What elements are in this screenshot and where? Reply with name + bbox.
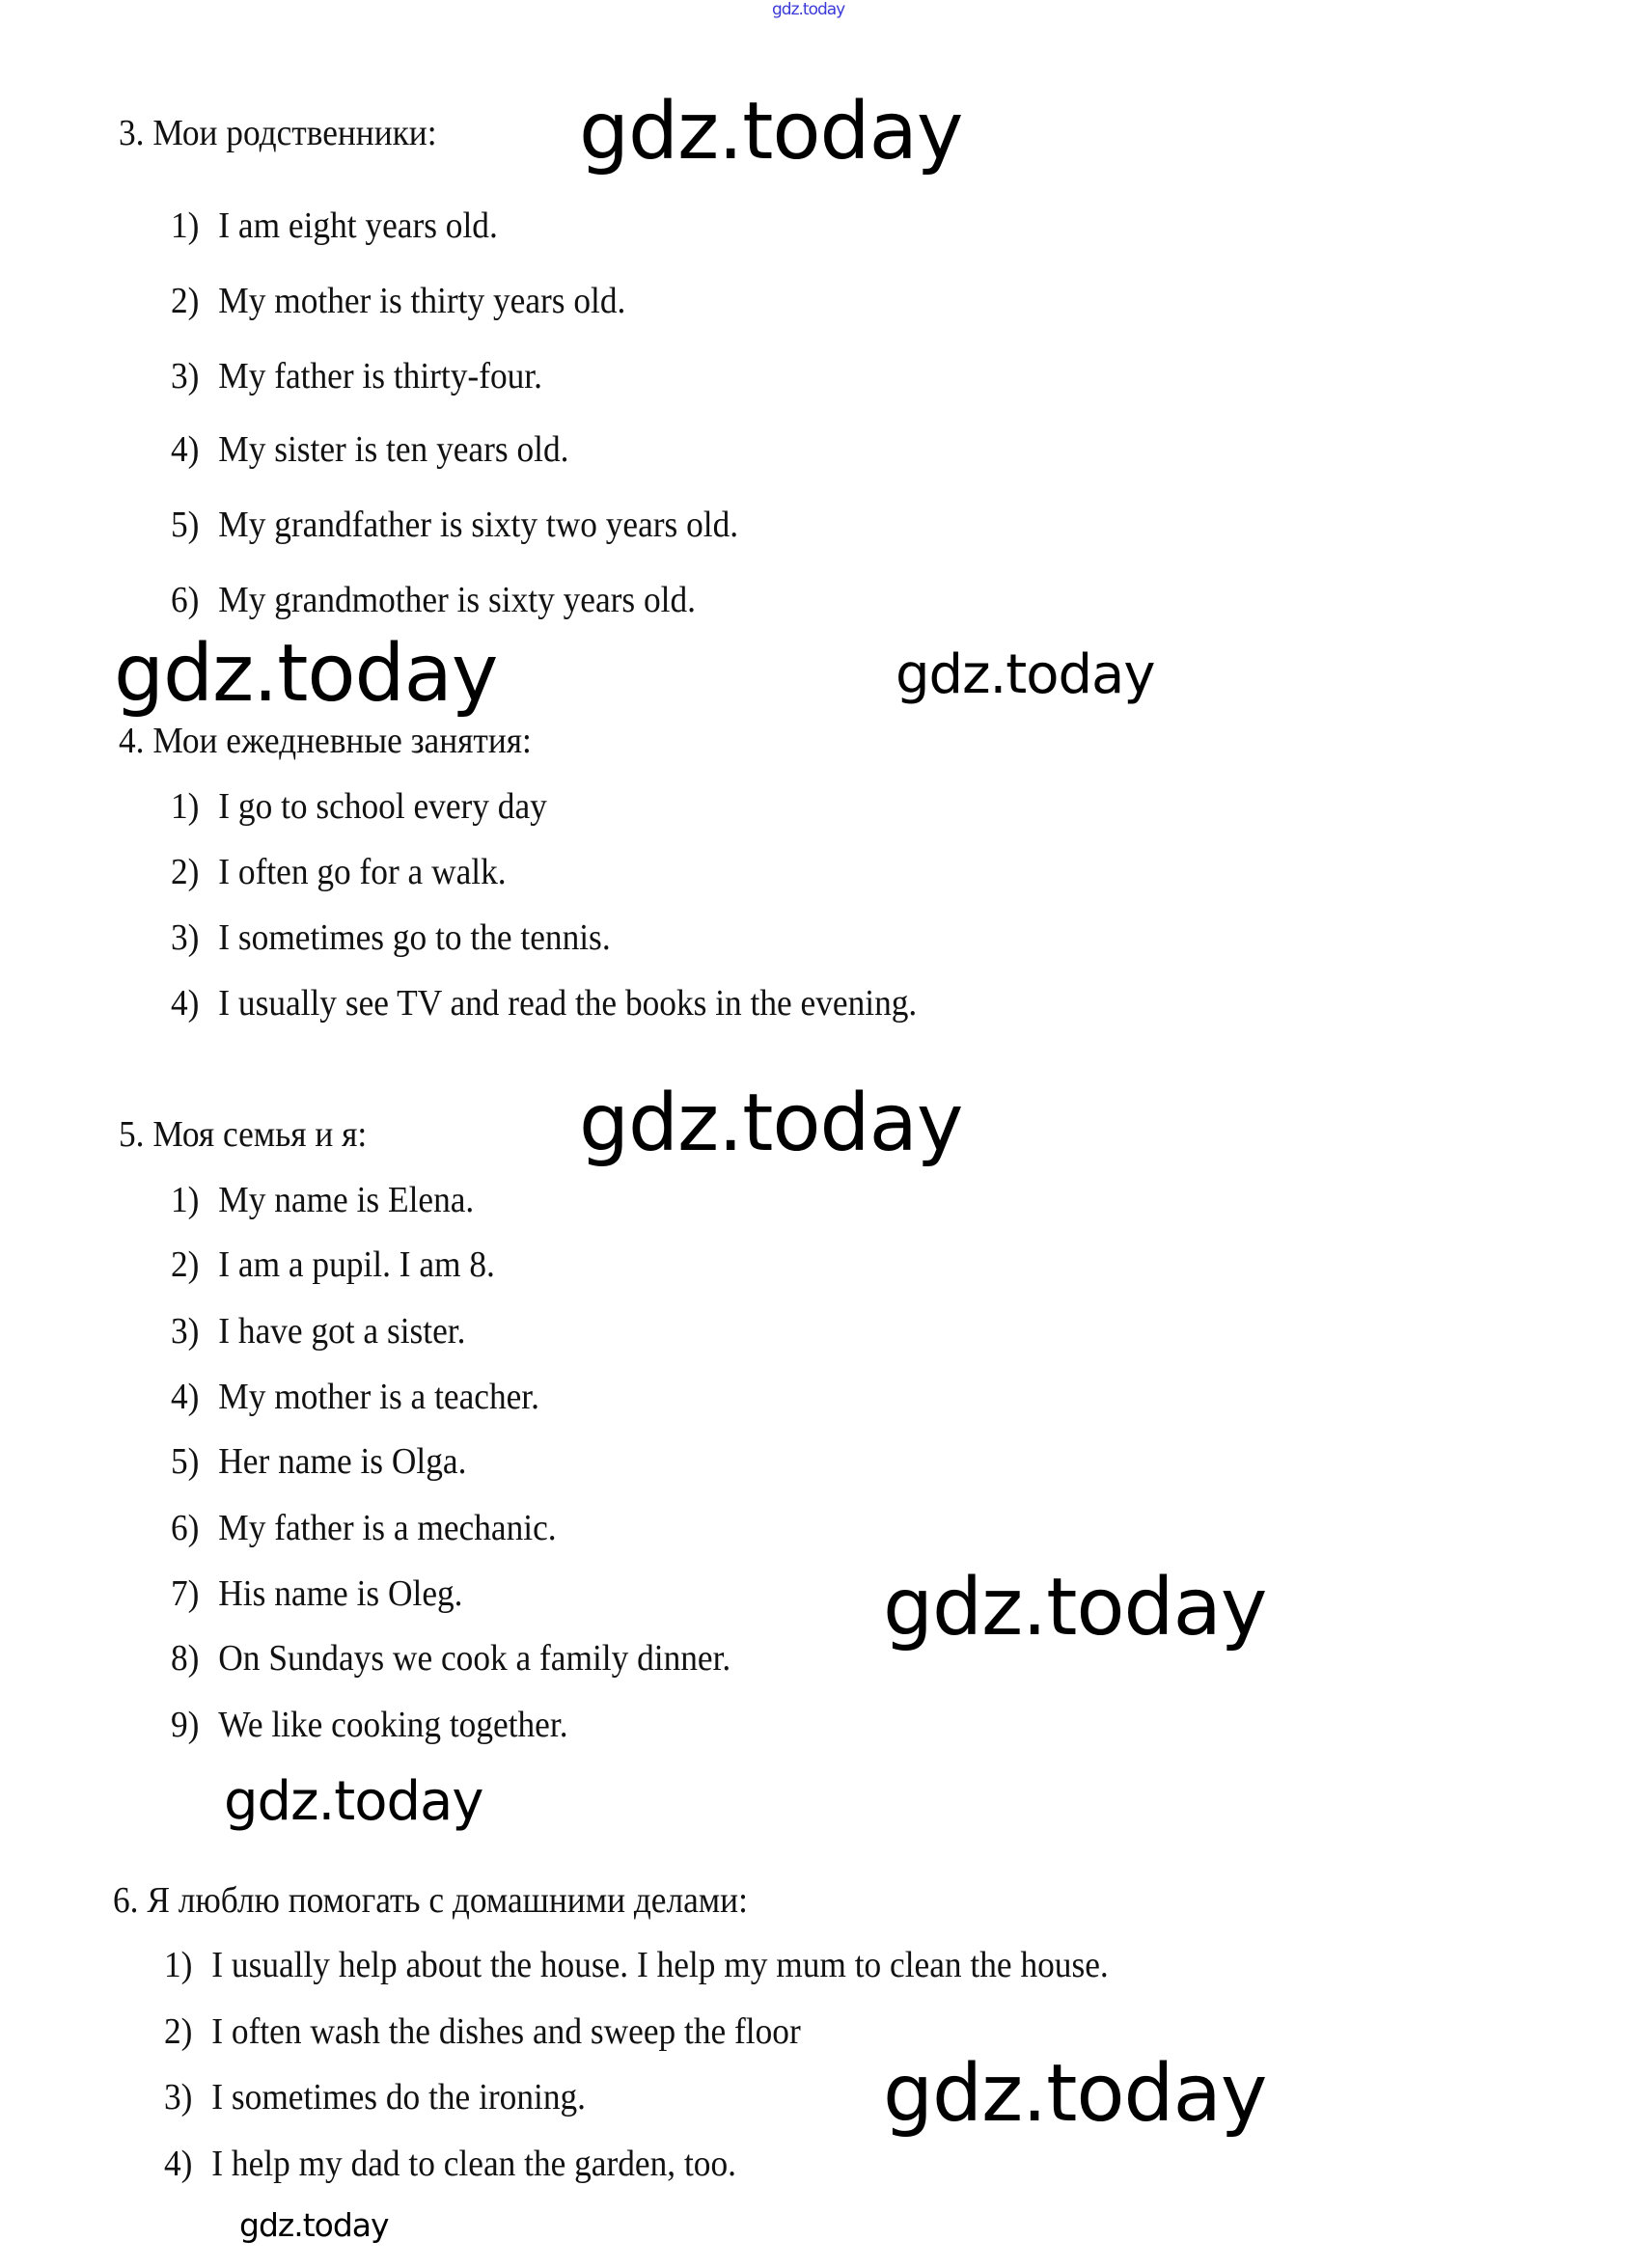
item-text: We like cooking together. — [218, 1705, 568, 1745]
watermark: gdz.today — [896, 643, 1155, 706]
item-number: 2) — [171, 281, 200, 321]
item-text: I have got a sister. — [218, 1311, 466, 1352]
item-number: 3) — [171, 356, 200, 396]
list-item — [171, 1575, 463, 1612]
item-number: 8) — [171, 1638, 200, 1679]
list-item — [171, 283, 625, 319]
list-item — [171, 1379, 539, 1415]
list-item — [171, 1443, 466, 1480]
item-text: My father is a mechanic. — [218, 1508, 557, 1548]
section-heading-daily-activities: 4. Мои ежедневные занятия: — [119, 721, 532, 761]
item-text: I usually help about the house. I help my mum to clean the house. — [211, 1945, 1109, 1985]
item-text: My father is thirty-four. — [218, 356, 542, 396]
item-text: I sometimes do the ironing. — [211, 2077, 586, 2118]
item-number: 3) — [164, 2077, 193, 2118]
watermark: gdz.today — [883, 1562, 1267, 1653]
list-item — [171, 854, 507, 890]
list-item — [171, 1510, 557, 1546]
item-text: I am eight years old. — [218, 205, 498, 246]
list-item — [171, 985, 917, 1022]
list-item — [171, 207, 498, 244]
item-text: My grandfather is sixty two years old. — [218, 505, 739, 545]
list-item — [171, 1707, 568, 1743]
item-number: 6) — [171, 1508, 200, 1548]
list-item — [171, 358, 542, 395]
list-item — [164, 2013, 801, 2050]
watermark: gdz.today — [114, 628, 498, 720]
list-item — [171, 1246, 495, 1283]
item-number: 1) — [164, 1945, 193, 1985]
item-number: 9) — [171, 1705, 200, 1745]
item-text: My name is Elena. — [218, 1180, 475, 1220]
list-item — [171, 919, 611, 956]
list-item — [171, 1182, 474, 1218]
item-number: 1) — [171, 786, 200, 827]
item-number: 4) — [171, 983, 200, 1024]
item-number: 4) — [164, 2144, 193, 2184]
item-number: 5) — [171, 505, 200, 545]
item-text: I am a pupil. I am 8. — [218, 1244, 495, 1285]
item-number: 6) — [171, 580, 200, 620]
item-number: 2) — [164, 2011, 193, 2052]
item-number: 2) — [171, 852, 200, 892]
section-heading-housework: 6. Я люблю помогать с домашними делами: — [113, 1880, 748, 1921]
item-text: I go to school every day — [218, 786, 547, 827]
watermark: gdz.today — [224, 1770, 483, 1833]
item-number: 4) — [171, 429, 200, 470]
list-item — [171, 506, 738, 543]
item-text: Her name is Olga. — [218, 1441, 467, 1482]
item-number: 1) — [171, 1180, 200, 1220]
list-item — [164, 1947, 1109, 1983]
watermark: gdz.today — [579, 1078, 963, 1169]
watermark-top: gdz.today — [772, 0, 845, 19]
item-text: My mother is a teacher. — [218, 1377, 539, 1417]
item-text: My sister is ten years old. — [218, 429, 569, 470]
item-number: 4) — [171, 1377, 200, 1417]
item-number: 2) — [171, 1244, 200, 1285]
section-heading-family-and-me: 5. Моя семья и я: — [119, 1114, 368, 1155]
item-text: I help my dad to clean the garden, too. — [211, 2144, 736, 2184]
watermark: gdz.today — [579, 86, 963, 178]
list-item — [164, 2079, 586, 2116]
item-text: I sometimes go to the tennis. — [218, 917, 611, 958]
item-text: My mother is thirty years old. — [218, 281, 626, 321]
item-text: His name is Oleg. — [218, 1573, 463, 1614]
list-item — [164, 2145, 736, 2182]
item-text: I often wash the dishes and sweep the floor — [211, 2011, 801, 2052]
list-item — [171, 1313, 465, 1350]
item-number: 5) — [171, 1441, 200, 1482]
item-text: My grandmother is sixty years old. — [218, 580, 696, 620]
watermark: gdz.today — [883, 2048, 1267, 2140]
item-text: I often go for a walk. — [218, 852, 507, 892]
item-number: 3) — [171, 1311, 200, 1352]
item-number: 7) — [171, 1573, 200, 1614]
list-item — [171, 788, 547, 825]
item-number: 1) — [171, 205, 200, 246]
item-text: On Sundays we cook a family dinner. — [218, 1638, 731, 1679]
list-item — [171, 582, 696, 618]
section-heading-relatives: 3. Мои родственники: — [119, 113, 437, 153]
item-text: I usually see TV and read the books in the evening. — [218, 983, 918, 1024]
watermark: gdz.today — [239, 2206, 389, 2244]
item-number: 3) — [171, 917, 200, 958]
list-item — [171, 431, 568, 468]
list-item — [171, 1640, 730, 1677]
